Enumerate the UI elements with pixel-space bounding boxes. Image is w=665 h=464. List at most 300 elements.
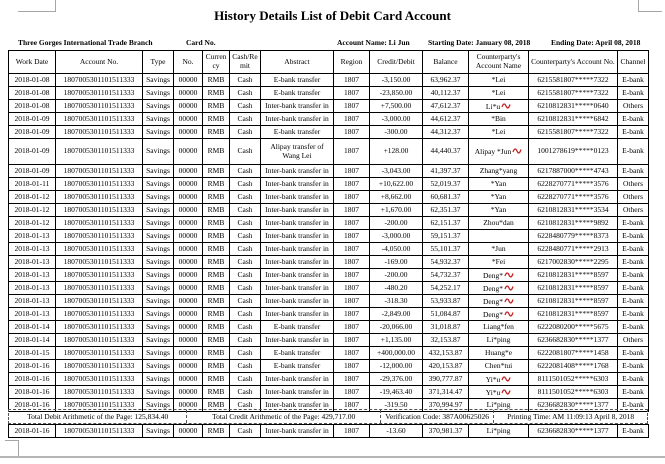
cell-cp_acct: 6236682830*****1377 — [529, 425, 618, 438]
cell-type: Savings — [143, 295, 174, 308]
cell-channel: E-bank — [618, 295, 649, 308]
cell-balance: 44,612.37 — [423, 113, 469, 126]
table-row — [9, 269, 649, 282]
cell-cash: Cash — [230, 334, 261, 347]
cell-acct: 1807005301101511333 — [56, 295, 143, 308]
cell-cur: RMB — [203, 386, 230, 399]
cell-channel: E-bank — [618, 74, 649, 87]
cell-date: 2018-01-13 — [9, 295, 56, 308]
cell-balance: 41,397.37 — [423, 165, 469, 178]
cell-date: 2018-01-09 — [9, 139, 56, 165]
cell-cash: Cash — [230, 165, 261, 178]
cell-cp_acct: 6210812831*****6842 — [529, 113, 618, 126]
cell-cash: Cash — [230, 269, 261, 282]
cell-no: 00000 — [174, 269, 203, 282]
cell-channel: Others — [618, 334, 649, 347]
cell-acct: 1807005301101511333 — [56, 282, 143, 295]
red-scribble-mark — [504, 270, 514, 278]
counterparty-name: *Bin — [491, 113, 506, 123]
page-totals-band — [8, 409, 648, 424]
cell-amount: -169.00 — [370, 256, 423, 269]
cell-amount: -3,000.00 — [370, 230, 423, 243]
cell-type: Savings — [143, 321, 174, 334]
cell-cash: Cash — [230, 321, 261, 334]
cell-balance: 55,101.37 — [423, 243, 469, 256]
cell-cash: Cash — [230, 217, 261, 230]
cell-amount: -4,050.00 — [370, 243, 423, 256]
cell-cur: RMB — [203, 399, 230, 412]
column-header: Counterparty's Account Name — [469, 51, 529, 74]
cell-cp_name — [469, 100, 529, 113]
cell-region: 1807 — [334, 425, 370, 438]
cell-cash: Cash — [230, 360, 261, 373]
cell-date: 2018-01-16 — [9, 386, 56, 399]
cell-cur: RMB — [203, 308, 230, 321]
cell-type: Savings — [143, 282, 174, 295]
table-row — [9, 243, 649, 256]
cell-cur: RMB — [203, 425, 230, 438]
column-header: Counterparty's Account No. — [529, 51, 618, 74]
cell-cash: Cash — [230, 191, 261, 204]
cell-cash: Cash — [230, 230, 261, 243]
cell-cash: Cash — [230, 126, 261, 139]
cell-no: 00000 — [174, 139, 203, 165]
counterparty-name: Zhang*yang — [479, 165, 518, 175]
column-header: Channel — [618, 51, 649, 74]
cell-abstract: Inter-bank transfer in — [261, 113, 334, 126]
cell-amount: +1,670.00 — [370, 204, 423, 217]
counterparty-name: *Fei — [491, 256, 506, 266]
cell-type: Savings — [143, 425, 174, 438]
cell-acct: 1807005301101511333 — [56, 230, 143, 243]
cell-cash: Cash — [230, 87, 261, 100]
cell-date: 2018-01-12 — [9, 191, 56, 204]
cell-acct: 1807005301101511333 — [56, 360, 143, 373]
cell-cash: Cash — [230, 178, 261, 191]
cell-balance: 40,112.37 — [423, 87, 469, 100]
cell-abstract: Inter-bank transfer in — [261, 178, 334, 191]
cell-acct: 1807005301101511333 — [56, 100, 143, 113]
cell-no: 00000 — [174, 347, 203, 360]
cell-balance: 54,932.37 — [423, 256, 469, 269]
cell-cp_acct: 6210812831*****9892 — [529, 217, 618, 230]
cell-cp_acct: 6228480779*****8373 — [529, 230, 618, 243]
counterparty-name: Li*u — [485, 101, 501, 111]
table-row — [9, 425, 649, 438]
cell-abstract: Inter-bank transfer in — [261, 256, 334, 269]
table-row — [9, 295, 649, 308]
account-name: Account Name: Li Jun — [337, 38, 410, 47]
cell-no: 00000 — [174, 282, 203, 295]
table-row — [9, 217, 649, 230]
cell-no: 00000 — [174, 74, 203, 87]
cell-cur: RMB — [203, 347, 230, 360]
cell-acct: 1807005301101511333 — [56, 308, 143, 321]
cell-cp_name — [469, 139, 529, 165]
cell-cur: RMB — [203, 217, 230, 230]
history-table-continued — [8, 424, 649, 438]
cell-cp_name — [469, 243, 529, 256]
cell-cur: RMB — [203, 230, 230, 243]
cell-cp_name — [469, 256, 529, 269]
cell-cur: RMB — [203, 178, 230, 191]
cell-channel: E-bank — [618, 217, 649, 230]
cell-abstract: E-bank transfer — [261, 347, 334, 360]
table-row — [9, 308, 649, 321]
cell-type: Savings — [143, 139, 174, 165]
cell-no: 00000 — [174, 87, 203, 100]
cell-no: 00000 — [174, 425, 203, 438]
cell-amount: -200.00 — [370, 217, 423, 230]
cell-acct: 1807005301101511333 — [56, 178, 143, 191]
cell-balance: 370,994.97 — [423, 399, 469, 412]
cell-cp_name — [469, 165, 529, 178]
cell-date: 2018-01-14 — [9, 321, 56, 334]
cell-amount: -318.30 — [370, 295, 423, 308]
cell-cp_name — [469, 269, 529, 282]
cell-cur: RMB — [203, 243, 230, 256]
cell-balance: 63,962.37 — [423, 74, 469, 87]
cell-cp_name — [469, 347, 529, 360]
cell-cash: Cash — [230, 308, 261, 321]
counterparty-name: *Lei — [491, 87, 506, 97]
cell-channel: E-bank — [618, 321, 649, 334]
cell-balance: 371,314.47 — [423, 386, 469, 399]
cell-region: 1807 — [334, 139, 370, 165]
cell-region: 1807 — [334, 256, 370, 269]
cell-channel: E-bank — [618, 139, 649, 165]
cell-acct: 1807005301101511333 — [56, 126, 143, 139]
cell-abstract: Inter-bank transfer in — [261, 217, 334, 230]
counterparty-name: Alipay *Jun — [474, 147, 512, 157]
cell-abstract: Alipay transfer of Wang Lei — [261, 139, 334, 165]
cell-cur: RMB — [203, 139, 230, 165]
cell-region: 1807 — [334, 113, 370, 126]
cell-balance: 31,018.87 — [423, 321, 469, 334]
cell-region: 1807 — [334, 373, 370, 386]
cell-cp_acct: 6236682830*****1377 — [529, 334, 618, 347]
cell-amount: -12,000.00 — [370, 360, 423, 373]
cell-abstract: E-bank transfer — [261, 126, 334, 139]
cell-cur: RMB — [203, 100, 230, 113]
cell-cash: Cash — [230, 100, 261, 113]
cell-no: 00000 — [174, 243, 203, 256]
cell-abstract: Inter-bank transfer in — [261, 334, 334, 347]
cell-no: 00000 — [174, 334, 203, 347]
counterparty-name: Li*ping — [486, 334, 511, 344]
table-row — [9, 165, 649, 178]
cell-abstract: Inter-bank transfer in — [261, 386, 334, 399]
cell-no: 00000 — [174, 295, 203, 308]
cell-cash: Cash — [230, 139, 261, 165]
counterparty-name: Liang*fen — [483, 321, 514, 331]
cell-abstract: E-bank transfer — [261, 74, 334, 87]
counterparty-name: *Yan — [490, 191, 507, 201]
red-scribble-mark — [512, 146, 522, 154]
table-row — [9, 334, 649, 347]
cell-abstract: Inter-bank transfer in — [261, 373, 334, 386]
counterparty-name: *Yan — [490, 178, 507, 188]
cell-abstract: Inter-bank transfer in — [261, 282, 334, 295]
cell-region: 1807 — [334, 399, 370, 412]
cell-date: 2018-01-12 — [9, 217, 56, 230]
cell-cp_acct: 6228270771*****3576 — [529, 178, 618, 191]
cell-region: 1807 — [334, 230, 370, 243]
cell-type: Savings — [143, 87, 174, 100]
cell-date: 2018-01-16 — [9, 360, 56, 373]
cell-region: 1807 — [334, 126, 370, 139]
cell-region: 1807 — [334, 269, 370, 282]
cell-no: 00000 — [174, 360, 203, 373]
table-row — [9, 87, 649, 100]
cell-acct: 1807005301101511333 — [56, 399, 143, 412]
cell-date: 2018-01-15 — [9, 347, 56, 360]
cell-date: 2018-01-13 — [9, 282, 56, 295]
cell-type: Savings — [143, 269, 174, 282]
cell-acct: 1807005301101511333 — [56, 139, 143, 165]
table-row — [9, 100, 649, 113]
cell-cp_name — [469, 308, 529, 321]
counterparty-name: Huang*e — [484, 347, 513, 357]
cell-amount: -3,043.00 — [370, 165, 423, 178]
cell-cash: Cash — [230, 295, 261, 308]
cell-balance: 62,151.37 — [423, 217, 469, 230]
cell-type: Savings — [143, 334, 174, 347]
cell-type: Savings — [143, 308, 174, 321]
counterparty-name: Deng* — [483, 296, 503, 306]
counterparty-name: *Jun — [491, 243, 506, 253]
cell-abstract: Inter-bank transfer in — [261, 425, 334, 438]
cell-channel: E-bank — [618, 347, 649, 360]
cell-cur: RMB — [203, 126, 230, 139]
cell-no: 00000 — [174, 204, 203, 217]
cell-channel: E-bank — [618, 87, 649, 100]
cell-cur: RMB — [203, 321, 230, 334]
table-row — [9, 178, 649, 191]
cell-cash: Cash — [230, 399, 261, 412]
cell-no: 00000 — [174, 126, 203, 139]
cell-balance: 60,681.37 — [423, 191, 469, 204]
cell-acct: 1807005301101511333 — [56, 165, 143, 178]
cell-acct: 1807005301101511333 — [56, 321, 143, 334]
cell-amount: +10,622.00 — [370, 178, 423, 191]
cell-no: 00000 — [174, 373, 203, 386]
cell-cp_name — [469, 87, 529, 100]
cell-acct: 1807005301101511333 — [56, 243, 143, 256]
cell-cash: Cash — [230, 347, 261, 360]
cell-no: 00000 — [174, 308, 203, 321]
cell-date: 2018-01-09 — [9, 113, 56, 126]
cell-abstract: Inter-bank transfer in — [261, 165, 334, 178]
header-row — [9, 51, 649, 74]
cell-balance: 370,981.37 — [423, 425, 469, 438]
cell-acct: 1807005301101511333 — [56, 113, 143, 126]
cell-abstract: Inter-bank transfer in — [261, 230, 334, 243]
cell-type: Savings — [143, 347, 174, 360]
cell-amount: +8,662.00 — [370, 191, 423, 204]
column-header: Region — [334, 51, 370, 74]
table-row — [9, 113, 649, 126]
cell-balance: 52,019.37 — [423, 178, 469, 191]
table-row — [9, 139, 649, 165]
table-row — [9, 321, 649, 334]
cell-date: 2018-01-16 — [9, 373, 56, 386]
cell-cp_name — [469, 230, 529, 243]
cell-channel: E-bank — [618, 126, 649, 139]
cell-cp_acct: 6210812831*****8597 — [529, 269, 618, 282]
cell-channel: E-bank — [618, 256, 649, 269]
cell-region: 1807 — [334, 308, 370, 321]
starting-date: Starting Date: January 08, 2018 — [428, 38, 531, 47]
cell-date: 2018-01-09 — [9, 126, 56, 139]
cell-amount: +400,000.00 — [370, 347, 423, 360]
cell-balance: 32,153.87 — [423, 334, 469, 347]
table-row — [9, 230, 649, 243]
cell-cp_name — [469, 386, 529, 399]
cell-cp_acct: 8111501052*****6303 — [529, 373, 618, 386]
cell-channel: E-bank — [618, 230, 649, 243]
cell-cur: RMB — [203, 295, 230, 308]
history-table — [8, 50, 649, 412]
cell-region: 1807 — [334, 282, 370, 295]
counterparty-name: *Lei — [491, 126, 506, 136]
cell-cp_name — [469, 334, 529, 347]
cell-region: 1807 — [334, 334, 370, 347]
counterparty-name: Deng* — [483, 309, 503, 319]
cell-channel: Others — [618, 204, 649, 217]
total-credit: Total Credit Arithmetic of the Page: 429,717.00 — [187, 410, 381, 423]
cell-amount: -300.00 — [370, 126, 423, 139]
cell-amount: -23,850.00 — [370, 87, 423, 100]
cell-channel: E-bank — [618, 165, 649, 178]
red-scribble-mark — [501, 101, 511, 109]
cell-channel: E-bank — [618, 373, 649, 386]
cell-cp_name — [469, 360, 529, 373]
cell-channel: E-bank — [618, 425, 649, 438]
cell-cp_acct: 6222081408*****1768 — [529, 360, 618, 373]
column-header: Credit/Debit — [370, 51, 423, 74]
cell-channel: E-bank — [618, 399, 649, 412]
red-scribble-mark — [501, 387, 511, 395]
cell-acct: 1807005301101511333 — [56, 87, 143, 100]
cell-date: 2018-01-12 — [9, 204, 56, 217]
table-row — [9, 386, 649, 399]
cell-abstract: Inter-bank transfer in — [261, 269, 334, 282]
cell-balance: 59,151.37 — [423, 230, 469, 243]
counterparty-name: Deng* — [483, 270, 503, 280]
cell-cp_acct: 6228270771*****3576 — [529, 191, 618, 204]
cell-type: Savings — [143, 360, 174, 373]
cell-acct: 1807005301101511333 — [56, 334, 143, 347]
cell-balance: 432,153.87 — [423, 347, 469, 360]
verification-code: Verification Code: 387A00625026 — [381, 410, 494, 423]
cell-cash: Cash — [230, 256, 261, 269]
cell-no: 00000 — [174, 113, 203, 126]
cell-no: 00000 — [174, 230, 203, 243]
cell-cp_name — [469, 126, 529, 139]
cell-cash: Cash — [230, 282, 261, 295]
cell-cur: RMB — [203, 256, 230, 269]
cell-channel: E-bank — [618, 386, 649, 399]
cell-cur: RMB — [203, 282, 230, 295]
cell-abstract: E-bank transfer — [261, 360, 334, 373]
counterparty-name: *Yan — [490, 204, 507, 214]
table-row — [9, 191, 649, 204]
printing-time: Printing Time: AM 11:09:13 April 8, 2018 — [507, 412, 635, 421]
cell-amount: -2,849.00 — [370, 308, 423, 321]
table-row — [9, 360, 649, 373]
cell-region: 1807 — [334, 87, 370, 100]
cell-cp_name — [469, 373, 529, 386]
cell-cp_acct: 8111501052*****6303 — [529, 386, 618, 399]
cell-no: 00000 — [174, 165, 203, 178]
cell-amount: +1,135.00 — [370, 334, 423, 347]
cell-cp_acct: 6210812831*****0640 — [529, 100, 618, 113]
cell-cash: Cash — [230, 425, 261, 438]
cell-no: 00000 — [174, 386, 203, 399]
column-header: No. — [174, 51, 203, 74]
counterparty-name: Zhou*dan — [483, 217, 514, 227]
cell-no: 00000 — [174, 191, 203, 204]
cell-acct: 1807005301101511333 — [56, 256, 143, 269]
counterparty-name: Li*ping — [486, 399, 511, 409]
cell-cur: RMB — [203, 269, 230, 282]
cell-cur: RMB — [203, 165, 230, 178]
cell-amount: -319.50 — [370, 399, 423, 412]
cell-cash: Cash — [230, 373, 261, 386]
cell-region: 1807 — [334, 204, 370, 217]
cell-region: 1807 — [334, 243, 370, 256]
cell-abstract: Inter-bank transfer in — [261, 399, 334, 412]
table-row — [9, 282, 649, 295]
cell-type: Savings — [143, 373, 174, 386]
counterparty-name: Chen*tui — [484, 360, 513, 370]
cell-balance: 54,252.17 — [423, 282, 469, 295]
counterparty-name: Yi*u — [485, 374, 501, 384]
cell-cp_acct: 6210812831*****3534 — [529, 204, 618, 217]
cell-channel: E-bank — [618, 243, 649, 256]
cell-region: 1807 — [334, 347, 370, 360]
cell-amount: +7,500.00 — [370, 100, 423, 113]
cell-acct: 1807005301101511333 — [56, 217, 143, 230]
red-scribble-mark — [504, 296, 514, 304]
cell-date: 2018-01-08 — [9, 74, 56, 87]
counterparty-name: Deng* — [483, 283, 503, 293]
table-row — [9, 204, 649, 217]
cell-type: Savings — [143, 100, 174, 113]
cell-balance: 51,084.87 — [423, 308, 469, 321]
cell-type: Savings — [143, 126, 174, 139]
ending-date: Ending Date: April 08, 2018 — [551, 38, 641, 47]
cell-amount: -19,463.40 — [370, 386, 423, 399]
cell-cash: Cash — [230, 74, 261, 87]
cell-acct: 1807005301101511333 — [56, 425, 143, 438]
cell-cp_acct: 6215581807*****7322 — [529, 74, 618, 87]
cell-date: 2018-01-13 — [9, 269, 56, 282]
cell-date: 2018-01-08 — [9, 100, 56, 113]
column-header: Abstract — [261, 51, 334, 74]
cell-acct: 1807005301101511333 — [56, 204, 143, 217]
cell-acct: 1807005301101511333 — [56, 373, 143, 386]
cell-date: 2018-01-11 — [9, 178, 56, 191]
cell-cur: RMB — [203, 113, 230, 126]
table-row — [9, 373, 649, 386]
cell-amount: -3,000.00 — [370, 113, 423, 126]
cell-cp_acct: 6210812831*****8597 — [529, 282, 618, 295]
cell-cp_acct: 6236682830*****1377 — [529, 399, 618, 412]
table-row — [9, 126, 649, 139]
cell-region: 1807 — [334, 165, 370, 178]
